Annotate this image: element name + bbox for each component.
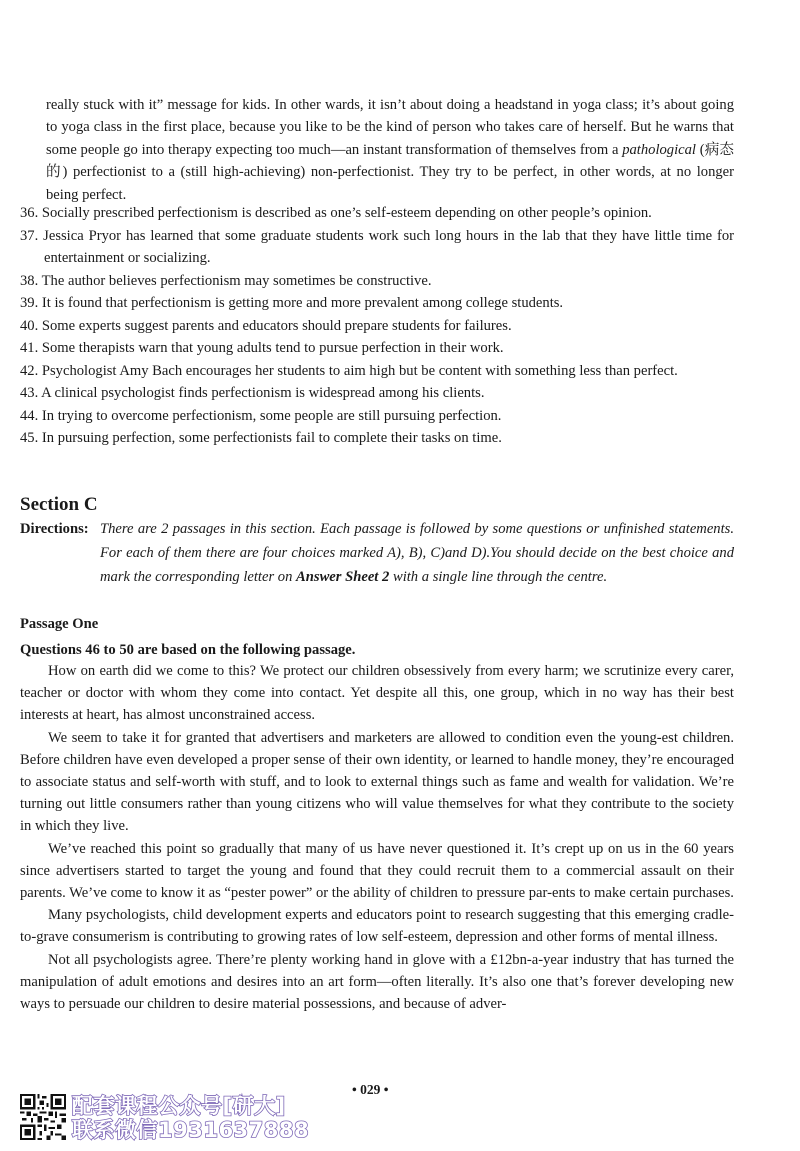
continued-paragraph (46, 94, 734, 206)
term-pathological: pathological (622, 141, 696, 158)
statement-40: 40. Some experts suggest parents and educators should prepare students for failures. (20, 317, 512, 334)
statement-41: 41. Some therapists warn that young adults tend to pursue perfection in their work. (20, 340, 504, 356)
watermark (20, 1094, 320, 1144)
watermark-line-2: 联系微信1931637888 (72, 1118, 310, 1142)
statement-44: 44. In trying to overcome perfectionism, some people are still pursuing perfection. (20, 407, 502, 424)
qr-code-icon (20, 1094, 66, 1140)
passage-label: Passage One (20, 616, 99, 632)
watermark-line-1: 配套课程公众号[研大] (72, 1094, 286, 1118)
paragraph-text-b: (病态的) perfectionist to a (still high-achieving) non-perfectionist. They try to be perfect, in other words, at no longer being perfect. (46, 141, 735, 203)
directions (20, 517, 734, 590)
statement-36: 36. Socially prescribed perfectionism is described as one’s self-esteem depending on other people’s opinion. (20, 205, 652, 221)
questions-label: Questions 46 to 50 are based on the following passage. (20, 642, 356, 658)
answer-sheet-emphasis: Answer Sheet 2 (296, 569, 390, 586)
passage-paragraph-1: How on earth did we come to this? We protect our children obsessively from every harm; we scrutinize every carer, teacher or doctor with whom they come into contact. Yet despite all this, one group, which in no way has their best interests at heart, has almost unconstrained access. (20, 663, 734, 724)
statement-list (20, 202, 734, 450)
passage-paragraph-5: Not all psychologists agree. There’re plenty working hand in glove with a £12bn-a-year industry that has turned the manipulation of adult emotions and desires into an art form—often literally. It’s also one that’s forever developing new ways to persuade our children to desire material possessions, and because of adver- (20, 951, 734, 1013)
section-title: Section C (20, 494, 98, 515)
statement-43: 43. A clinical psychologist finds perfectionism is widespread among his clients. (20, 385, 485, 401)
page-number: • 029 • (352, 1082, 389, 1097)
statement-45: 45. In pursuing perfection, some perfectionists fail to complete their tasks on time. (20, 430, 502, 446)
directions-label: Directions: (20, 521, 89, 537)
statement-42: 42. Psychologist Amy Bach encourages her students to aim high but be content with something less than perfect. (20, 362, 678, 379)
directions-text: There are 2 passages in this section. Each passage is followed by some questions or unfinished statements. For each of them there are four choices marked A), B), C)and D).You should decide on the best choice and mark the corresponding letter on Answer Sheet 2 with a single line through the centre. (100, 521, 734, 586)
paragraph-text-a: really stuck with it” message for kids. In other wards, it isn’t about doing a headstand in yoga class; it’s about going to yoga class in the first place, because you like to be the kind of person who takes care of herself. But he warns that some people go into therapy expecting too much—an instant transformation of themselves from a (46, 97, 734, 158)
passage-paragraph-4: Many psychologists, child development experts and educators point to research suggesting that this emerging cradle-to-grave consumerism is contributing to growing rates of low self-esteem, depression and other forms of mental illness. (20, 907, 734, 946)
statement-37: 37. Jessica Pryor has learned that some graduate students work such long hours in the lab that they have little time for entertainment or socializing. (20, 227, 734, 266)
statement-39: 39. It is found that perfectionism is getting more and more prevalent among college students. (20, 295, 564, 311)
statement-38: 38. The author believes perfectionism may sometimes be constructive. (20, 272, 432, 289)
passage-body (20, 660, 734, 1015)
passage-paragraph-3: We’ve reached this point so gradually that many of us have never questioned it. It’s crept up on us in the 60 years since advertisers started to target the young and found that they could recruit them to a commercial assault on their parents. We’ve come to know it as “pester power” or the ability of children to pressure par-ents to make certain purchases. (20, 840, 734, 902)
passage-paragraph-2: We seem to take it for granted that advertisers and marketers are allowed to condition even the young-est children. Before children have even developed a proper sense of their own identity, or learned to handle money, they’re encouraged to associate status and self-worth with stuff, and to look to external things such as fame and wealth for validation. We’re turning out little consumers rather than young citizens who will value themselves for what they contribute to the society in which they live. (20, 729, 734, 835)
